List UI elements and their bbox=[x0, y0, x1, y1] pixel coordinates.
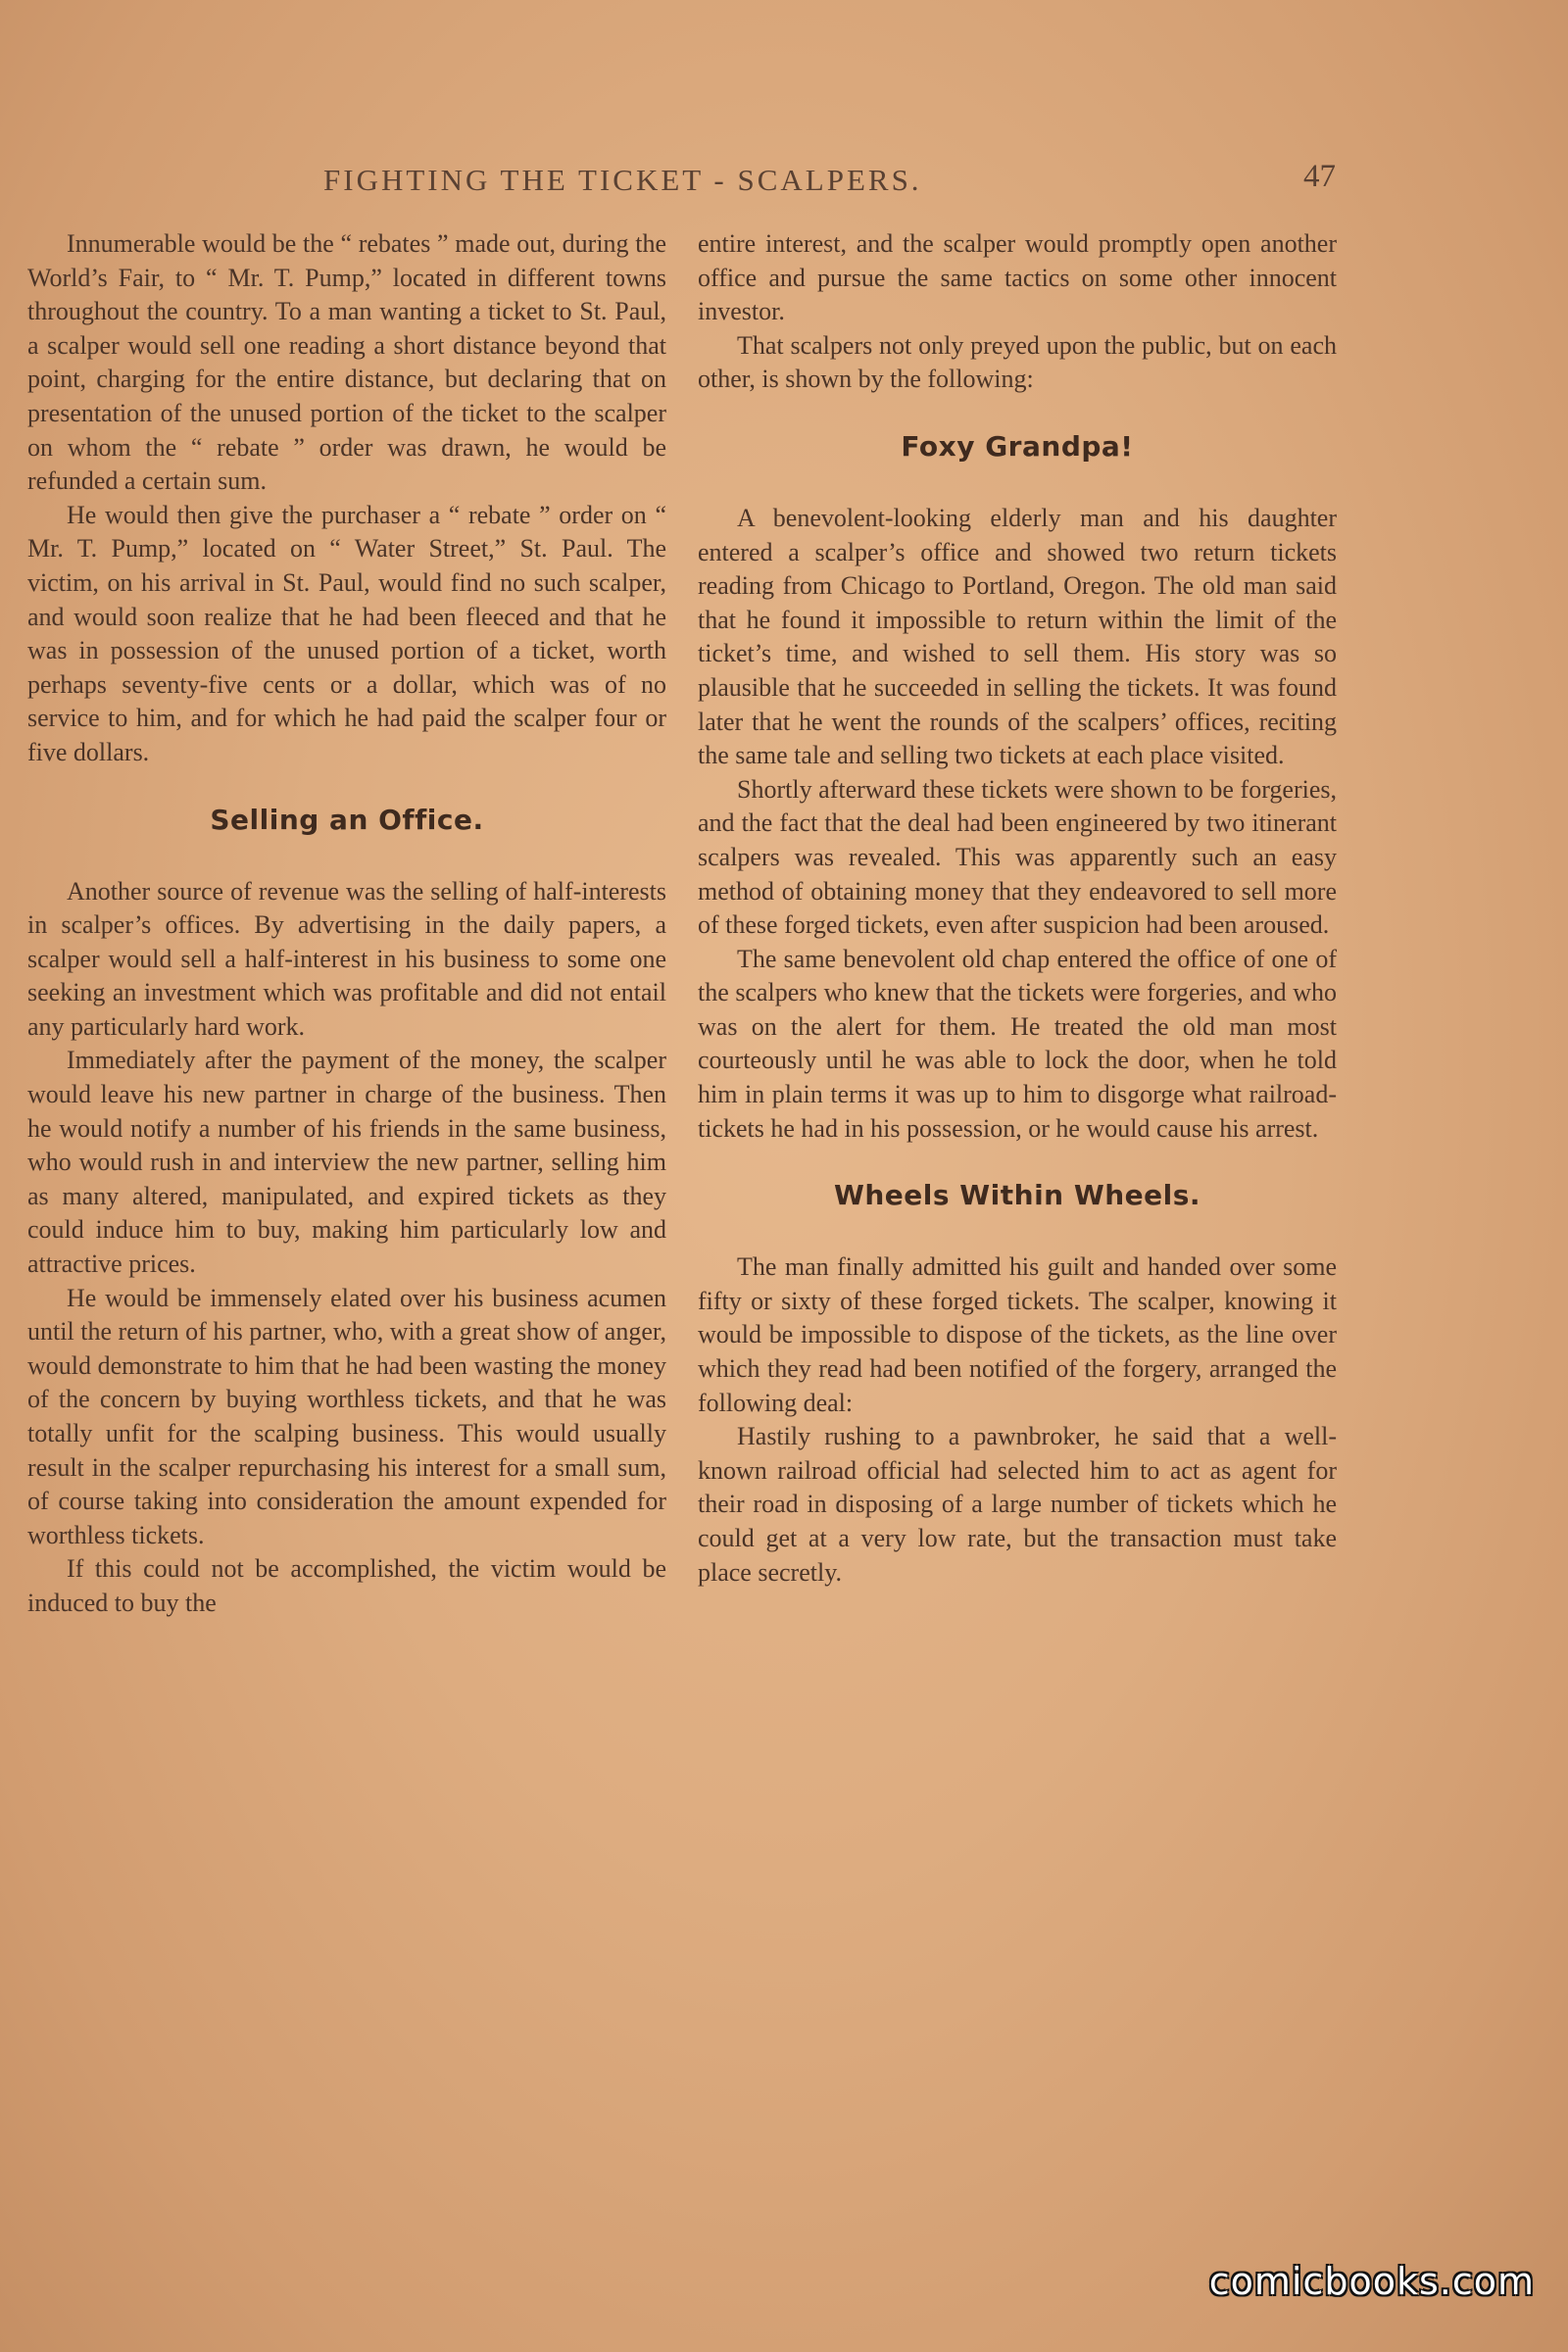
paragraph: He would be immensely elated over his business acumen until the return of his partner, who, with a great show of anger, would demonstrate to him that he had been wasting the money of the concern by buying worthless tickets, and that he was totally unfit for the scalping business. This would usually result in the scalper repurchasing his interest for a small sum, of course taking into consideration the amount expended for worthless tickets. bbox=[27, 1283, 666, 1549]
running-title: FIGHTING THE TICKET - SCALPERS. bbox=[323, 163, 922, 197]
paragraph: Hastily rushing to a pawnbroker, he said that a well-known railroad official had selected him to act as agent for their road in disposing of a large number of tickets which he could get at a very low rate, but the transaction must take place secretly. bbox=[698, 1422, 1337, 1587]
paragraph: If this could not be accomplished, the victim would be induced to buy the bbox=[27, 1554, 666, 1617]
paragraph: That scalpers not only preyed upon the public, but on each other, is shown by the following: bbox=[698, 330, 1337, 394]
section-heading: Selling an Office. bbox=[210, 803, 484, 836]
section-heading: Foxy Grandpa! bbox=[901, 429, 1134, 463]
paragraph: The man finally admitted his guilt and handed over some fifty or sixty of these forged tickets. The scalper, knowing it would be impossible to dispose of the tickets, as the line over which they read had been notified of the forgery, arranged the following deal: bbox=[698, 1252, 1337, 1417]
section-heading: Wheels Within Wheels. bbox=[833, 1179, 1201, 1212]
paragraph: The same benevolent old chap entered the office of one of the scalpers who knew that the tickets were forgeries, and who was on the alert for them. He treated the old man most courteously until he was able to lock the door, when he told him in plain terms it was up to him to disgorge what railroad-tickets he had in his possession, or he would cause his arrest. bbox=[698, 944, 1337, 1143]
page-header bbox=[0, 159, 1568, 206]
paragraph: entire interest, and the scalper would promptly open another office and pursue the same tactics on some other innocent investor. bbox=[698, 229, 1337, 326]
paragraph: He would then give the purchaser a “ rebate ” order on “ Mr. T. Pump,” located on “ Water Street,” St. Paul. The victim, on his arrival in St. Paul, would find no such scalper, and would soon realize that he had been fleeced and that he was in possession of the unused portion of a ticket, worth perhaps seventy-five cents or a dollar, which was of no service to him, and for which he had paid the scalper four or five dollars. bbox=[27, 500, 666, 766]
left-column bbox=[27, 227, 666, 1621]
watermark-logo: comicbooks.com bbox=[1208, 2260, 1535, 2303]
paragraph: Innumerable would be the “ rebates ” made out, during the World’s Fair, to “ Mr. T. Pump,” located in different towns throughout the country. To a man wanting a ticket to St. Paul, a scalper would sell one reading a short distance beyond that point, charging for the entire distance, but declaring that on presentation of the unused portion of the ticket to the scalper on whom the “ rebate ” order was drawn, he would be refunded a certain sum. bbox=[27, 229, 666, 496]
right-column bbox=[698, 227, 1337, 1590]
paragraph: Shortly afterward these tickets were shown to be forgeries, and the fact that the deal had been engineered by two itinerant scalpers was revealed. This was apparently such an easy method of obtaining money that they endeavored to sell more of these forged tickets, even after suspicion had been aroused. bbox=[698, 774, 1337, 940]
page-number: 47 bbox=[1303, 159, 1336, 194]
paragraph: Immediately after the payment of the money, the scalper would leave his new partner in charge of the business. Then he would notify a number of his friends in the same business, who would rush in and interview the new partner, selling him as many altered, manipulated, and expired tickets as they could induce him to buy, making him particularly low and attractive prices. bbox=[27, 1046, 666, 1279]
paragraph: A benevolent-looking elderly man and his daughter entered a scalper’s office and showed two return tickets reading from Chicago to Portland, Oregon. The old man said that he found it impossible to return within the limit of the ticket’s time, and wished to sell them. His story was so plausible that he succeeded in selling the tickets. It was found later that he went the rounds of the scalpers’ offices, reciting the same tale and selling two tickets at each place visited. bbox=[698, 503, 1337, 770]
paragraph: Another source of revenue was the selling of half-interests in scalper’s offices. By advertising in the daily papers, a scalper would sell a half-interest in his business to some one seeking an investment which was profitable and did not entail any particularly hard work. bbox=[27, 876, 666, 1041]
